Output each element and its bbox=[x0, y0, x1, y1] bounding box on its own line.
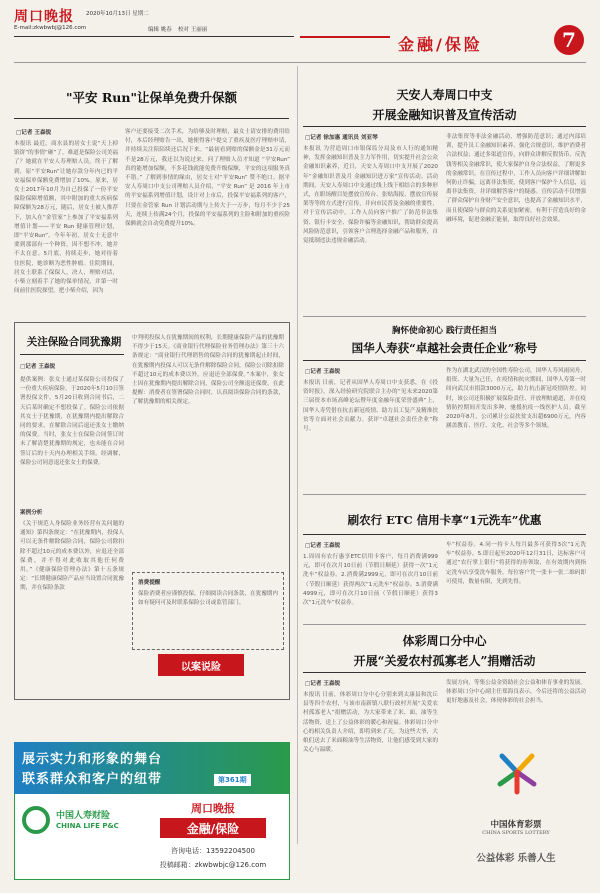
header-divider bbox=[14, 62, 586, 63]
article5-col1: 1.周周有农行惠享ETC信用卡客户，每月消费满999元，即可在次月10日前（节假日顺延）获得一次“1元洗车”权益券。2.消费满2999元，即可在次月10日前（节假日顺延）获得两次“1元洗车”权益券。3.消费满4999元，即可在次月10日前（节假日顺延）获得3次“1元洗车”权益券。 bbox=[303, 554, 438, 607]
article3-title: 国华人寿获“卓越社会责任企业”称号 bbox=[351, 341, 538, 355]
article5-top-divider bbox=[303, 494, 586, 495]
date-line: 2020年10月13日 星期二 bbox=[86, 11, 149, 17]
article1-title: "平安 Run"让保单免费升保额 bbox=[66, 90, 237, 105]
article5-title: 刷农行 ETC 信用卡享“1元洗车”优惠 bbox=[347, 513, 542, 527]
article4-case-title: 案例分析 bbox=[20, 510, 43, 516]
page-number: 7 bbox=[554, 25, 584, 55]
editor-line: 编辑 姚春 bbox=[148, 27, 172, 33]
lottery-name-en: CHINA SPORTS LOTTERY bbox=[482, 830, 550, 836]
article1-col2: 客户还要接受二次手术，为给够及时理赔，最女士请安排的费用给付，本后经理赔告一出，她便得客户提交了重疾及医疗理赔申请，并持续关注陪陪续还后况下来。“最初看到赔的保额金是31万元而不是28万元，我还以为说过来，问了理赔人员才知道 “平安Run” 真的能增加保额，不多花钱就能免费升级保额，平安的这项服务真不错。” 了解到事情的缘由，居女士对“平安Run” 赞不绝口。据平安人寿周口中支公司理赔人员介绍，“平安 Run” 是 2016 年上市的平安福系列增值计划，设计对上市后，投保平安福系列的客户，只要在金管家 Run 计划活动期与上传大于一万步，每月不少于25天，连续上传满24个月，投保的平安福系列的主险和附加的重疾险保额就会自动免费提升10%。 bbox=[125, 129, 290, 228]
header-rule bbox=[14, 36, 294, 37]
article5-byline: □记者 王森锐 bbox=[305, 543, 341, 549]
article3-top-divider bbox=[303, 316, 586, 317]
article3-byline: □记者 王森锐 bbox=[305, 369, 341, 375]
promo-line2: 联系群众和客户的纽带 bbox=[22, 772, 163, 787]
header-accent-rule bbox=[300, 36, 390, 38]
promo-column: 金融/保险 bbox=[186, 822, 240, 836]
article4-rule bbox=[20, 354, 124, 355]
center-divider bbox=[297, 66, 298, 844]
article6-col1: 本报讯 日前，体彩周口分中心分别来到太康县和沈丘县等四个农村，与该市南新镇八联行政村开展“关爱农村孤寡老人”捐赠活动，为大家带来了米、面、油等生活物资，送上了公益体彩的暖心和祝福。体彩周口分中心的相关负责人介绍，即将到来了天，为这些大爷，大娘们送去了米面粮油等生活物资，让他们感受到大家的关心与温暖。 bbox=[303, 692, 438, 754]
lottery-logo bbox=[472, 746, 562, 816]
proof-line: 校对 王丽丽 bbox=[178, 27, 208, 33]
article2-col2: 非法集资等非法金融活动，增强防范意识；通过内部培训，提升员工金融知识素养，强化合规意识，维护消费者合法权益；通过多渠道宣传，向群众讲解反假货币、反洗钱等相关金融常识，使大家保护自身合法权益，了解更多的金融常识。在宣传过程中，工作人员向客户详细讲解如何防止诈骗，远离非法集资，使到客户保护个人信息，远离非法集资，并详细解答客户的疑惑。宣传活动不仅增强了群众保护自身财产安全意识，也提高了金融知识水平，而且使保险与群众的关系更加紧密，有利于营造良好的金融环境，促进金融正能量，取得良好社会效果。 bbox=[446, 134, 586, 223]
article2-col1: 本报讯 为营造周口市银保监分局及市人行的通知精神，发挥金融知识普及主力军作用，切实提升社会公众金融知识素养，近日，天安人寿周口中支开展了2020年“金融知识普及月 金融知识进万家”宣传活动。活动期间，天安人寿周口中支通过线上线下相结合的多种形式，在职场醒目处摆放宣传台、张贴海报、摆放宣传展架等等的方式进行宣传，并向市民普及金融的重要性，对于宣传活动中，工作人员向客户推广了防范非法集资、银行卡安全、保险诈骗等金融知识，帮助群众提高风险防范意识，引领客户合理选择金融产品和服务，自觉抵制违法违规金融活动。 bbox=[303, 146, 438, 245]
article2-title-line2: 开展金融知识普及宣传活动 bbox=[372, 108, 517, 122]
article4-case: 《关于规范人身保险业务经营有关问题的通知》第四条规定：“在犹豫期内，投保人可以无条件解除保险合同，保险公司除扣除不超过10元的成本费以外，应退还全部保费，并不得对此收取其他任何费用。”《健康保险管理办法》第十五条规定：“长期健康保险产品应当设置合同犹豫期，并在保险条款 bbox=[20, 521, 124, 592]
article4-byline: □记者 王森锐 bbox=[20, 364, 56, 370]
article1-col1: 本报讯 最近，商水县的居女士说“天上掉馅饼”的事情“砸”了，难道是保险公司美福了？她就在平安人寿理赔人员，终于了解到，原“平安Run”让她存款分年内已的平安福保单保额免费增加了10%。原来，居女士2017年10月为自己投保了一份平安保险保障增值额，其中附加的重大疾病保障保额为28万元，随后，居女士被人推荐下，加入在“金管家”上参加了平安福系列增值计划——平安 Run 健康管理计划，即“平安Run”。今年年初，居女士无意中要到那部有一个种资，因不想不冲，她并不太在意。5月底，持续走步，她对待着往医院，她诊断为恶性肿瘤。住院期间，居女士联系了保保人，决人，理赔对话，小柴立刻着手了她的保单情况，并第一时间前往医院探望，把小柴介绍，因为 bbox=[14, 141, 118, 295]
article6-top-divider bbox=[303, 624, 586, 625]
paper-logo: 周口晚报 bbox=[14, 9, 74, 25]
promo-company-cn: 中国人寿财险 bbox=[56, 811, 111, 821]
promo-phone: 咨询电话：13592204500 bbox=[171, 847, 255, 855]
email-line: E-mail:zkwbwbj@126.com bbox=[14, 25, 87, 31]
section-title: 金融/保险 bbox=[398, 35, 483, 54]
article1-rule bbox=[14, 118, 289, 119]
article4-note: 保险消费者应谨慎投保，仔细阅读合同条款，在犹豫期内如有疑问可及时联系保险公司或监管部门。 bbox=[138, 591, 278, 607]
article3-col2: 作为在湖北武汉的全国性寿险公司，国华人寿风雨同舟，捐资、大量为己任，在疫情和抗灾期间，国华人寿第一时间向武汉市捐款3000万元，助力抗击新冠疫情防控。同时，该公司还积极扩展保险责任、开放理赔通道，并在疫情防控期间开发出多种，驰援抗疫一线医护人员。截至2020年8月，公司累计公益扶贫支出超6900万元，内容涵盖教育、医疗、文化、社会等多个领域。 bbox=[446, 368, 586, 430]
article2-rule bbox=[303, 126, 586, 127]
article2-title-line1: 天安人寿周口中支 bbox=[396, 88, 493, 102]
promo-line1: 展示实力和形象的舞台 bbox=[22, 752, 163, 767]
article1-byline: □记者 王森锐 bbox=[16, 130, 52, 136]
article4-title: 关注保险合同犹豫期 bbox=[26, 336, 122, 348]
china-life-logo bbox=[22, 806, 50, 834]
article4-footer: 以案说险 bbox=[181, 662, 221, 673]
article5-col2: 车”权益券。4.同一持卡人每月最多可获得3次“1元洗车”权益券。5.即日起至2020年12月31日，达标客户可通过“农行掌上银行”将获得的券领取，在有效期内到指定洗车店享受洗车服务，每位客户凭一张卡一张二维码即可使用，数量有限，先到先得。 bbox=[446, 542, 586, 585]
article3-col1: 本报讯 日前，记者从国华人寿周口中支获悉，在《投资时报》，深入经验研究院联合主办的“见未来2020第三届资本市场高峰论坛暨年度金融年度荣誉盛典”上，国华人寿凭借在抗击新冠疫情、助力员工复产及精准扶贫等方面对社会贡献力。获评“卓越社会责任企业”称号。 bbox=[303, 380, 438, 433]
promo-paper: 周口晚报 bbox=[191, 802, 235, 815]
article3-rule bbox=[303, 360, 586, 361]
article4-col1: 提供案例：张女士通过某保险公司投保了一份重大疾病保险，于2020年5月10日签署投保文件，5月20日收到合同书后，二天后某时确定不想投保了。保险公司依据其女士于犹豫期，在犹豫期内提出解除合同的要求，在解除合同后退还张女士缴纳的保费。当时，张女士在保险合同签订时未了解清楚犹豫期的规定，也未能在合同签订后的十天内办理相关手续。经调解，保险公司同意退还张女士的保费。 bbox=[20, 377, 124, 466]
article6-byline: □记者 王森锐 bbox=[305, 681, 341, 687]
lottery-slogan: 公益体彩 乐善人生 bbox=[476, 853, 556, 864]
article6-title-line1: 体彩周口分中心 bbox=[402, 634, 487, 648]
article3-kicker: 胸怀使命初心 践行责任担当 bbox=[392, 326, 497, 336]
article6-title-line2: 开展“关爱农村孤寡老人”捐赠活动 bbox=[353, 654, 536, 668]
article4-note-title: 消费提醒 bbox=[138, 580, 161, 586]
promo-issue: 第361期 bbox=[214, 774, 251, 786]
article2-byline: □记者 徐加惠 通讯员 刘亚琴 bbox=[305, 135, 378, 141]
promo-email: 投稿邮箱：zkwbwbjc@126.com bbox=[159, 861, 267, 869]
article5-rule bbox=[303, 534, 586, 535]
promo-company-en: CHINA LIFE P&C bbox=[56, 822, 119, 830]
article4-col2: 中判明投保人在犹豫期间的权利，长期健康保险产品的犹豫期不得少于15天。《商业银行代理保险业务管理办法》第三十六条规定：“商业银行代理销售的保险合同的犹豫期起止时间，在犹豫期内投保人可以无条件解除保险合同，保险公司除扣除不超过10元的成本费以外，应退还全部保费。”本案中，张女士因在犹豫期内提出解除合同，保险公司全额退还保费。在此提醒：消费者在签署保险合同时，认真阅读保险合同的条款，了解犹豫期的相关规定。 bbox=[132, 335, 284, 406]
article6-rule bbox=[303, 672, 586, 673]
lottery-name-cn: 中国体育彩票 bbox=[490, 820, 542, 830]
article6-col2: 发展方向，等集公益金资助社会公益和体育事业的发展。体彩周口分中心副主任郑海良表示，今后还将的公益活动更好地惠及社会，体现体彩的社会担当。 bbox=[446, 680, 586, 705]
